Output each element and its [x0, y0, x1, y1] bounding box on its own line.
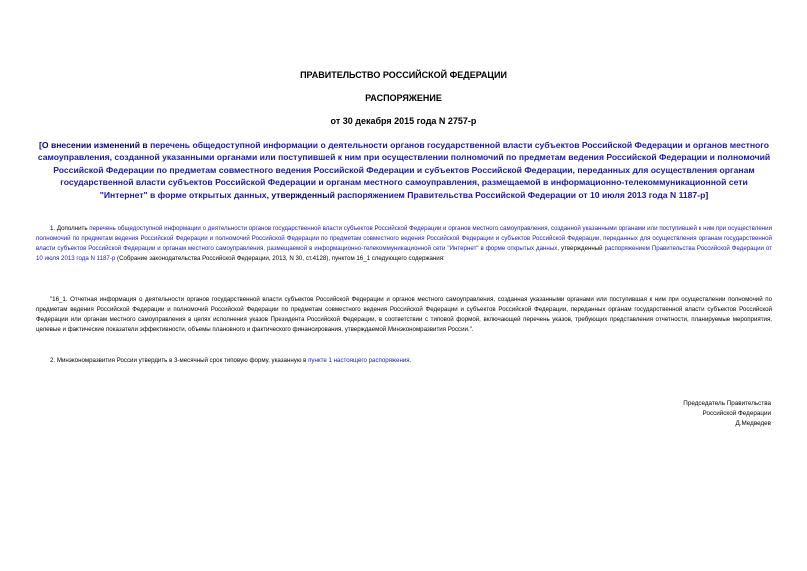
paragraph-2-link[interactable]: пункте 1 настоящего распоряжения — [308, 357, 410, 364]
paragraph-1-text-2: , утвержденный — [557, 245, 605, 252]
signature-block — [560, 399, 771, 429]
signature-org: Российской Федерации — [702, 410, 771, 417]
paragraph-2 — [36, 356, 772, 366]
paragraph-1-link-list[interactable]: перечень общедоступной информации о деятельности органов государственной власти субъектов Российской Федерации и органов местного самоуправления, созданной указанными органами или поступившей к ним при осуществлении полномочий по предметам ведения Российской Федерации и полномочий Российской Федерации по предметам совместного ведения Российской Федерации и субъектов Российской Федерации, переданных для осуществления органам государственной власти субъектов Российской Федерации и органам местного самоуправления, размещаемой в информационно-телекоммуникационной сети "Интернет" в форме открытых данных — [36, 225, 772, 252]
title-link-list[interactable]: перечень общедоступной информации о деятельности органов государственной власти субъектов Российской Федерации и органов местного самоуправления, созданной указанными органами или поступившей к ним при осуществлении полномочий по предметам ведения Российской Федерации и полномочий Российской Федерации по предметам совместного ведения Российской Федерации и субъектов Российской Федерации, переданных для осуществления органам государственной власти субъектов Российской Федерации и органам местного самоуправления, размещаемой в информационно-телекоммуникационной сети "Интернет" в форме открытых данных — [37, 140, 771, 200]
quoted-item-16-1: "16_1. Отчетная информация о деятельности органов государственной власти субъектов Российской Федерации и органов местного самоуправления, созданная указанными органами или поступившая к ним при осуществлении полномочий по предметам ведения Российской Федерации и полномочий Российской Федерации по предметам совместного ведения Российской Федерации и субъектов Российской Федерации, переданных органам государственной власти субъектов Российской Федерации или органам местного самоуправления в целях исполнения указов Президента Российской Федерации, в соответствии с типовой формой, включающей перечень указов, требующих представления отчетности, планируемые мероприятия, целевые и фактические показатели эффективности, объемы плановного и фактического финансирования, утверждаемой Минэкономразвития России.". — [36, 296, 772, 333]
paragraph-1-text-1: 1. Дополнить — [50, 225, 90, 232]
signature-position: Председатель Правительства — [683, 400, 771, 407]
title-link-order[interactable]: распоряжением Правительства Российской Федерации от 10 июля 2013 года N 1187-р — [337, 189, 706, 200]
doc-type-heading: РАСПОРЯЖЕНИЕ — [365, 93, 442, 103]
paragraph-2-text-2: . — [409, 357, 412, 364]
signature-name: Д.Медведев — [735, 420, 771, 427]
date-number-heading: от 30 декабря 2015 года N 2757-р — [330, 116, 477, 126]
title-text-2: , утвержденный — [266, 189, 338, 200]
document-title — [36, 139, 772, 201]
paragraph-1-link-order[interactable]: распоряжением Правительства Российской Федерации от 10 июля 2013 года N 1187-р — [36, 245, 772, 262]
paragraph-1 — [36, 224, 772, 264]
title-text-3: ] — [705, 189, 709, 200]
paragraph-2-text-1: 2. Минэкономразвития России утвердить в 3-месячный срок типовую форму, указанную в — [50, 357, 309, 364]
title-text-1: [О внесении изменений в — [39, 140, 151, 150]
org-heading: ПРАВИТЕЛЬСТВО РОССИЙСКОЙ ФЕДЕРАЦИИ — [300, 70, 507, 80]
paragraph-1-text-3: (Собрание законодательства Российской Федерации, 2013, N 30, ст.4128), пунктом 16_1 следующего содержания: — [115, 255, 445, 262]
